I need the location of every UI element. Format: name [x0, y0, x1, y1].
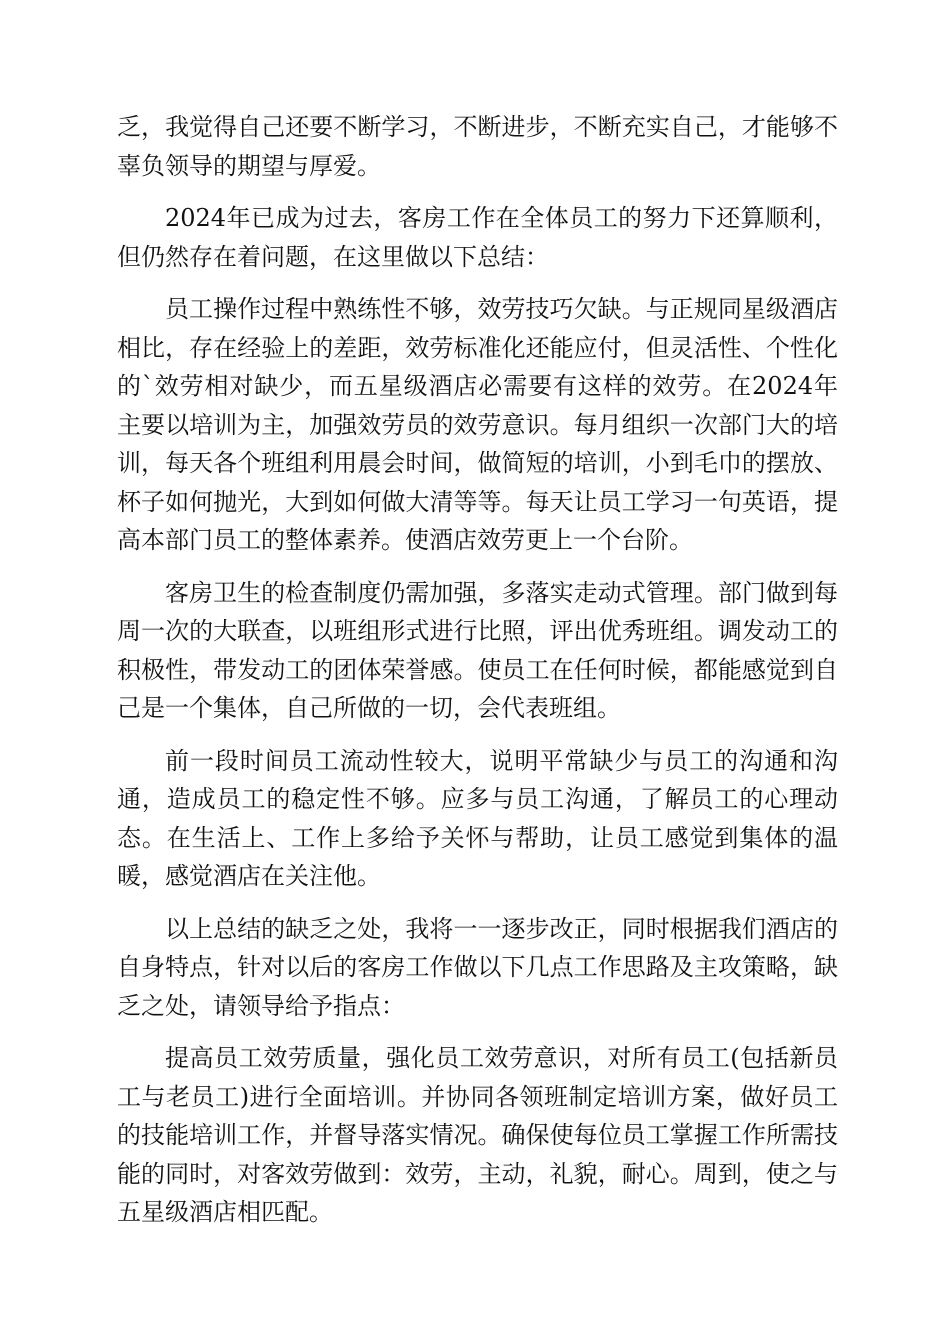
paragraph-staff-turnover: 前一段时间员工流动性较大，说明平常缺少与员工的沟通和沟通，造成员工的稳定性不够。应多与员工沟通，了解员工的心理动态。在生活上、工作上多给予关怀与帮助，让员工感觉到集体的温暖，感觉酒店在关注他。 — [117, 746, 838, 890]
paragraph-staff-training: 员工操作过程中熟练性不够，效劳技巧欠缺。与正规同星级酒店相比，存在经验上的差距，效劳标准化还能应付，但灵活性、个性化的`效劳相对缺少，而五星级酒店必需要有这样的效劳。在2024年主要以培训为主，加强效劳员的效劳意识。每月组织一次部门大的培训，每天各个班组利用晨会时间，做简短的培训，小到毛巾的摆放、杯子如何抛光，大到如何做大清等等。每天让员工学习一句英语，提高本部门员工的整体素养。使酒店效劳更上一个台阶。 — [117, 295, 838, 554]
paragraph-improvement-plan: 以上总结的缺乏之处，我将一一逐步改正，同时根据我们酒店的自身特点，针对以后的客房工作做以下几点工作思路及主攻策略，缺乏之处，请领导给予指点： — [117, 914, 838, 1020]
paragraph-service-quality: 提高员工效劳质量，强化员工效劳意识，对所有员工(包括新员工与老员工)进行全面培训。并协同各领班制定培训方案，做好员工的技能培训工作，并督导落实情况。确保使每位员工掌握工作所需技能的同时，对客效劳做到：效劳，主动，礼貌，耐心。周到，使之与五星级酒店相匹配。 — [117, 1044, 838, 1226]
paragraph-continuation: 乏，我觉得自己还要不断学习，不断进步，不断充实自己，才能够不辜负领导的期望与厚爱。 — [117, 113, 838, 180]
paragraph-year-summary: 2024年已成为过去，客房工作在全体员工的努力下还算顺利，但仍然存在着问题，在这里做以下总结： — [117, 204, 838, 271]
paragraph-hygiene-inspection: 客房卫生的检查制度仍需加强，多落实走动式管理。部门做到每周一次的大联查，以班组形式进行比照，评出优秀班组。调发动工的积极性，带发动工的团体荣誉感。使员工在任何时候，都能感觉到自己是一个集体，自己所做的一切，会代表班组。 — [117, 578, 838, 722]
